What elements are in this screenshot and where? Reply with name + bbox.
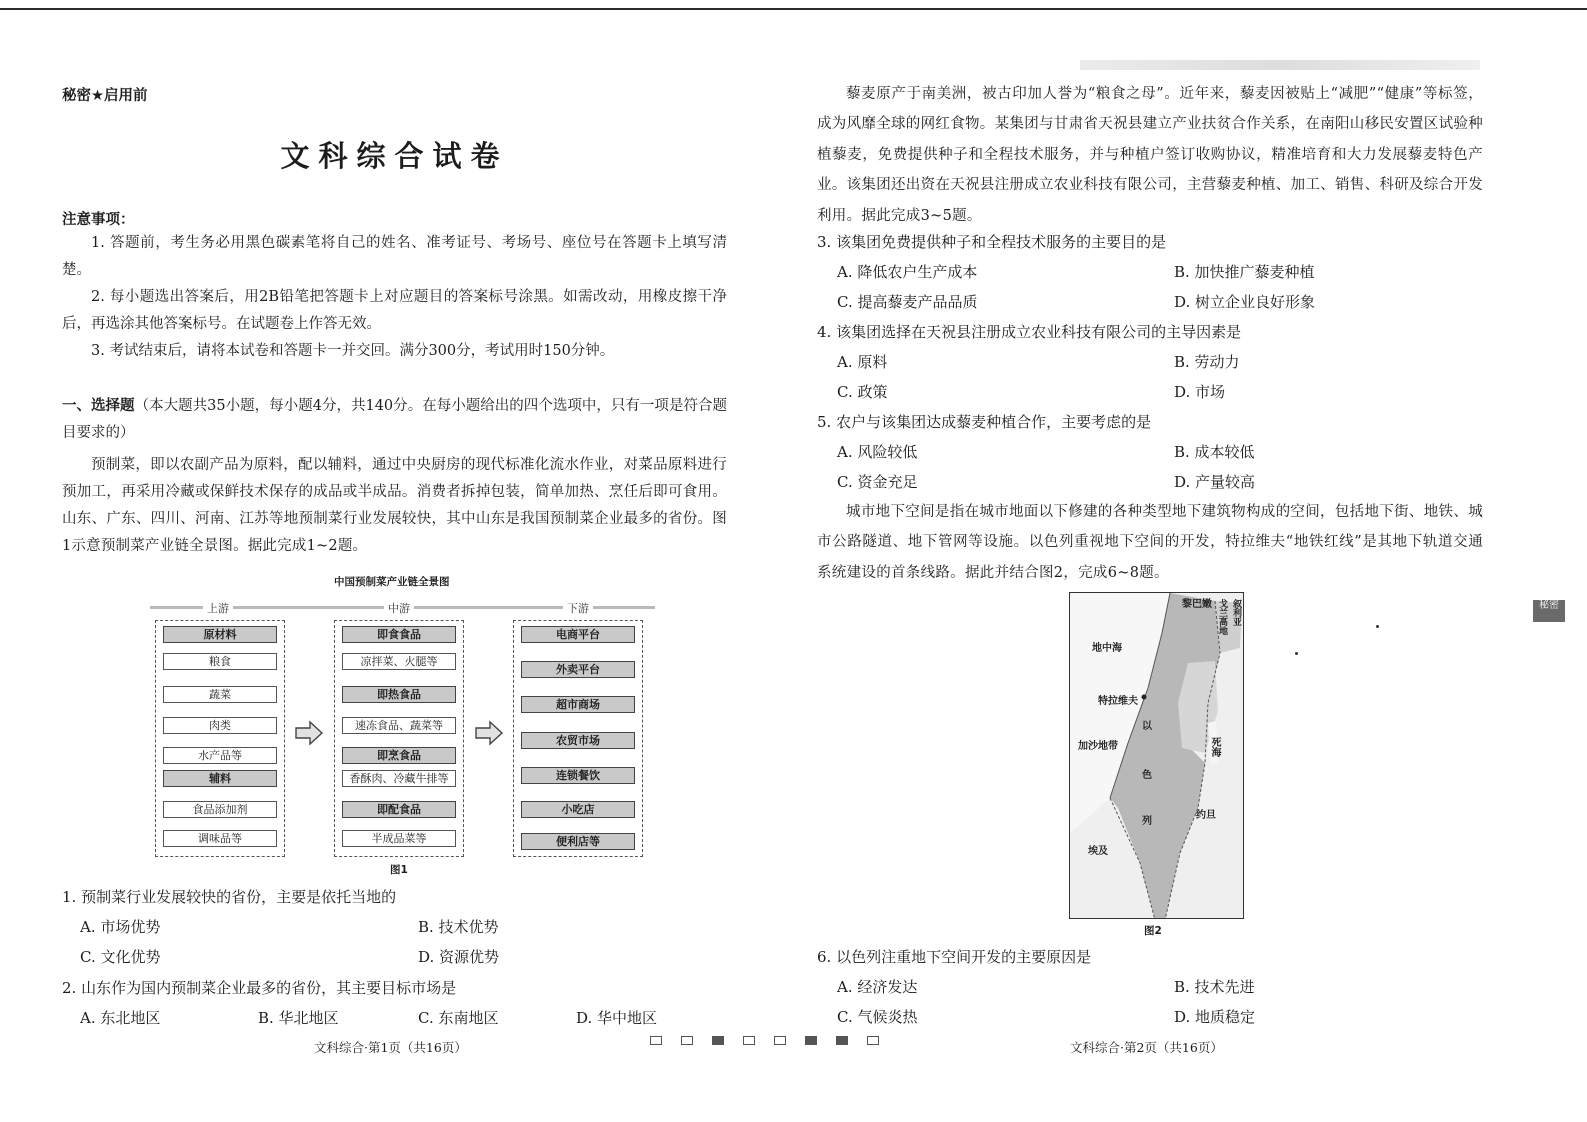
- down-box-convenience: 便利店等: [521, 833, 635, 850]
- up-box-meat: 肉类: [163, 717, 277, 734]
- q2-option-b: B. 华北地区: [258, 1009, 339, 1027]
- q6-option-c: C. 气候炎热: [837, 1008, 918, 1026]
- up-box-additives: 食品添加剂: [163, 801, 277, 818]
- question-2-stem: 2. 山东作为国内预制菜企业最多的省份，其主要目标市场是: [62, 979, 457, 997]
- q1-option-c: C. 文化优势: [80, 948, 161, 966]
- notice-item-1: 1. 答题前，考生务必用黑色碳素笔将自己的姓名、准考证号、考场号、座位号在答题卡上填写清楚。: [62, 235, 727, 278]
- q3-option-a: A. 降低农户生产成本: [837, 263, 978, 281]
- answer-mark-empty: [774, 1036, 786, 1045]
- up-box-aquatic: 水产品等: [163, 747, 277, 764]
- side-confidential-tab: 秘密: [1533, 600, 1565, 622]
- q4-option-a: A. 原料: [837, 353, 888, 371]
- arrow-right-icon: [294, 720, 324, 746]
- q5-option-a: A. 风险较低: [837, 443, 918, 461]
- question-3-stem: 3. 该集团免费提供种子和全程技术服务的主要目的是: [817, 233, 1167, 251]
- q4-option-b: B. 劳动力: [1174, 353, 1240, 371]
- exam-title: 文科综合试卷: [280, 139, 509, 173]
- downstream-label: 下游: [563, 600, 593, 616]
- up-box-raw-materials: 原材料: [163, 626, 277, 643]
- q6-option-d: D. 地质稳定: [1174, 1008, 1256, 1026]
- question-1-stem: 1. 预制菜行业发展较快的省份，主要是依托当地的: [62, 888, 397, 906]
- midstream-label: 中游: [384, 600, 414, 616]
- mid-box-cold-dishes: 凉拌菜、火腿等: [342, 653, 456, 670]
- q4-option-d: D. 市场: [1174, 383, 1226, 401]
- israel-map: [1069, 592, 1244, 919]
- up-box-grain: 粮食: [163, 653, 277, 670]
- mid-box-semi-finished: 半成品菜等: [342, 830, 456, 847]
- map-label-egypt: 埃及: [1088, 846, 1108, 857]
- q3-option-b: B. 加快推广藜麦种植: [1174, 263, 1315, 281]
- map-label-tel-aviv: 特拉维夫: [1098, 696, 1138, 707]
- section-title: 一、选择题: [62, 398, 135, 414]
- map-label-syria: 叙利亚: [1231, 599, 1241, 626]
- answer-mark-empty: [681, 1036, 693, 1045]
- scan-speck: [1295, 652, 1298, 655]
- down-box-delivery: 外卖平台: [521, 661, 635, 678]
- q4-option-c: C. 政策: [837, 383, 888, 401]
- figure-1-title: 中国预制菜产业链全景图: [334, 576, 450, 588]
- map-label-jordan: 约旦: [1196, 810, 1216, 821]
- map-label-golan: 戈兰高地: [1217, 599, 1227, 635]
- map-label-gaza: 加沙地带: [1078, 741, 1118, 752]
- mid-box-ready-to-heat: 即热食品: [342, 686, 456, 703]
- q5-option-b: B. 成本较低: [1174, 443, 1255, 461]
- right-page: [817, 0, 1483, 1122]
- map-label-mediterranean: 地中海: [1092, 643, 1122, 654]
- page-1-footer: 文科综合·第1页（共16页）: [314, 1040, 467, 1055]
- notice-item-3: 3. 考试结束后，请将本试卷和答题卡一并交回。满分300分，考试用时150分钟。: [91, 343, 615, 359]
- passage-prepared-food: 预制菜，即以农副产品为原料，配以辅料，通过中央厨房的现代标准化流水作业，对菜品原料进行预加工，再采用冷藏或保鲜技术保存的成品或半成品。消费者拆掉包装，简单加热、烹任后即可食用。山东、广东、四川、河南、江苏等地预制菜行业发展较快，其中山东是我国预制菜企业最多的省份。图1示意预制菜产业链全景图。据此完成1~2题。: [62, 457, 727, 554]
- question-4-stem: 4. 该集团选择在天祝县注册成立农业科技有限公司的主导因素是: [817, 323, 1242, 341]
- figure-2-caption: 图2: [1144, 925, 1162, 937]
- industry-chain-diagram: [150, 600, 655, 860]
- q1-option-a: A. 市场优势: [80, 918, 161, 936]
- page-2-footer: 文科综合·第2页（共16页）: [1070, 1040, 1223, 1055]
- q2-option-a: A. 东北地区: [80, 1009, 161, 1027]
- q2-option-c: C. 东南地区: [418, 1009, 499, 1027]
- section-description: （本大题共35小题，每小题4分，共140分。在每小题给出的四个选项中，只有一项是符合题目要求的）: [62, 398, 727, 441]
- mid-box-frozen: 速冻食品、蔬菜等: [342, 717, 456, 734]
- mid-box-ready-to-eat: 即食食品: [342, 626, 456, 643]
- map-label-israel-2: 色: [1142, 770, 1152, 781]
- q2-option-d: D. 华中地区: [576, 1009, 658, 1027]
- mid-box-ready-to-prepare: 即配食品: [342, 801, 456, 818]
- upstream-label: 上游: [203, 600, 233, 616]
- map-label-lebanon: 黎巴嫩: [1182, 599, 1212, 610]
- scan-speck: [1376, 625, 1379, 628]
- notice-heading: 注意事项：: [62, 212, 135, 228]
- answer-mark-filled: [805, 1036, 817, 1045]
- q5-option-c: C. 资金充足: [837, 473, 918, 491]
- figure-1-caption: 图1: [390, 864, 408, 876]
- mid-box-ready-to-cook: 即烹食品: [342, 747, 456, 764]
- down-box-snack-shop: 小吃店: [521, 801, 635, 818]
- question-6-stem: 6. 以色列注重地下空间开发的主要原因是: [817, 948, 1092, 966]
- q6-option-a: A. 经济发达: [837, 978, 918, 996]
- map-label-israel-3: 列: [1142, 816, 1152, 827]
- q5-option-d: D. 产量较高: [1174, 473, 1256, 491]
- q1-option-d: D. 资源优势: [418, 948, 500, 966]
- up-box-auxiliary: 辅料: [163, 770, 277, 787]
- up-box-vegetables: 蔬菜: [163, 686, 277, 703]
- question-5-stem: 5. 农户与该集团达成藜麦种植合作，主要考虑的是: [817, 413, 1152, 431]
- arrow-right-icon: [474, 720, 504, 746]
- map-label-dead-sea: 死海: [1209, 737, 1220, 757]
- passage-underground-space: 城市地下空间是指在城市地面以下修建的各种类型地下建筑物构成的空间，包括地下街、地铁、城市公路隧道、地下管网等设施。以色列重视地下空间的开发，特拉维夫“地铁红线”是其地下轨道交通系统建设的首条线路。据此并结合图2，完成6~8题。: [817, 504, 1483, 581]
- down-box-supermarket: 超市商场: [521, 696, 635, 713]
- left-page: [62, 0, 727, 1122]
- q1-option-b: B. 技术优势: [418, 918, 499, 936]
- up-box-seasoning: 调味品等: [163, 830, 277, 847]
- answer-mark-filled: [712, 1036, 724, 1045]
- down-box-farmers-market: 农贸市场: [521, 732, 635, 749]
- notice-item-2: 2. 每小题选出答案后，用2B铅笔把答题卡上对应题目的答案标号涂黑。如需改动，用橡皮擦干净后，再选涂其他答案标号。在试题卷上作答无效。: [62, 289, 727, 332]
- q6-option-b: B. 技术先进: [1174, 978, 1255, 996]
- q3-option-d: D. 树立企业良好形象: [1174, 293, 1316, 311]
- down-box-ecommerce: 电商平台: [521, 626, 635, 643]
- q3-option-c: C. 提高藜麦产品品质: [837, 293, 978, 311]
- map-label-israel-1: 以: [1142, 721, 1152, 732]
- mid-box-crispy-pork: 香酥肉、冷藏牛排等: [342, 770, 456, 787]
- answer-mark-empty: [743, 1036, 755, 1045]
- passage-quinoa: 藜麦原产于南美洲，被古印加人誉为“粮食之母”。近年来，藜麦因被贴上“减肥”“健康”等标签，成为风靡全球的网红食物。某集团与甘肃省天祝县建立产业扶贫合作关系，在南阳山移民安置区试验种植藜麦，免费提供种子和全程技术服务，并与种植户签订收购协议，精准培育和大力发展藜麦特色产业。该集团还出资在天祝县注册成立农业科技有限公司，主营藜麦种植、加工、销售、科研及综合开发利用。据此完成3~5题。: [817, 86, 1483, 224]
- section-heading: [62, 393, 727, 447]
- down-box-chain-restaurant: 连锁餐饮: [521, 767, 635, 784]
- answer-mark-empty: [650, 1036, 662, 1045]
- confidential-label: 秘密★启用前: [62, 88, 148, 104]
